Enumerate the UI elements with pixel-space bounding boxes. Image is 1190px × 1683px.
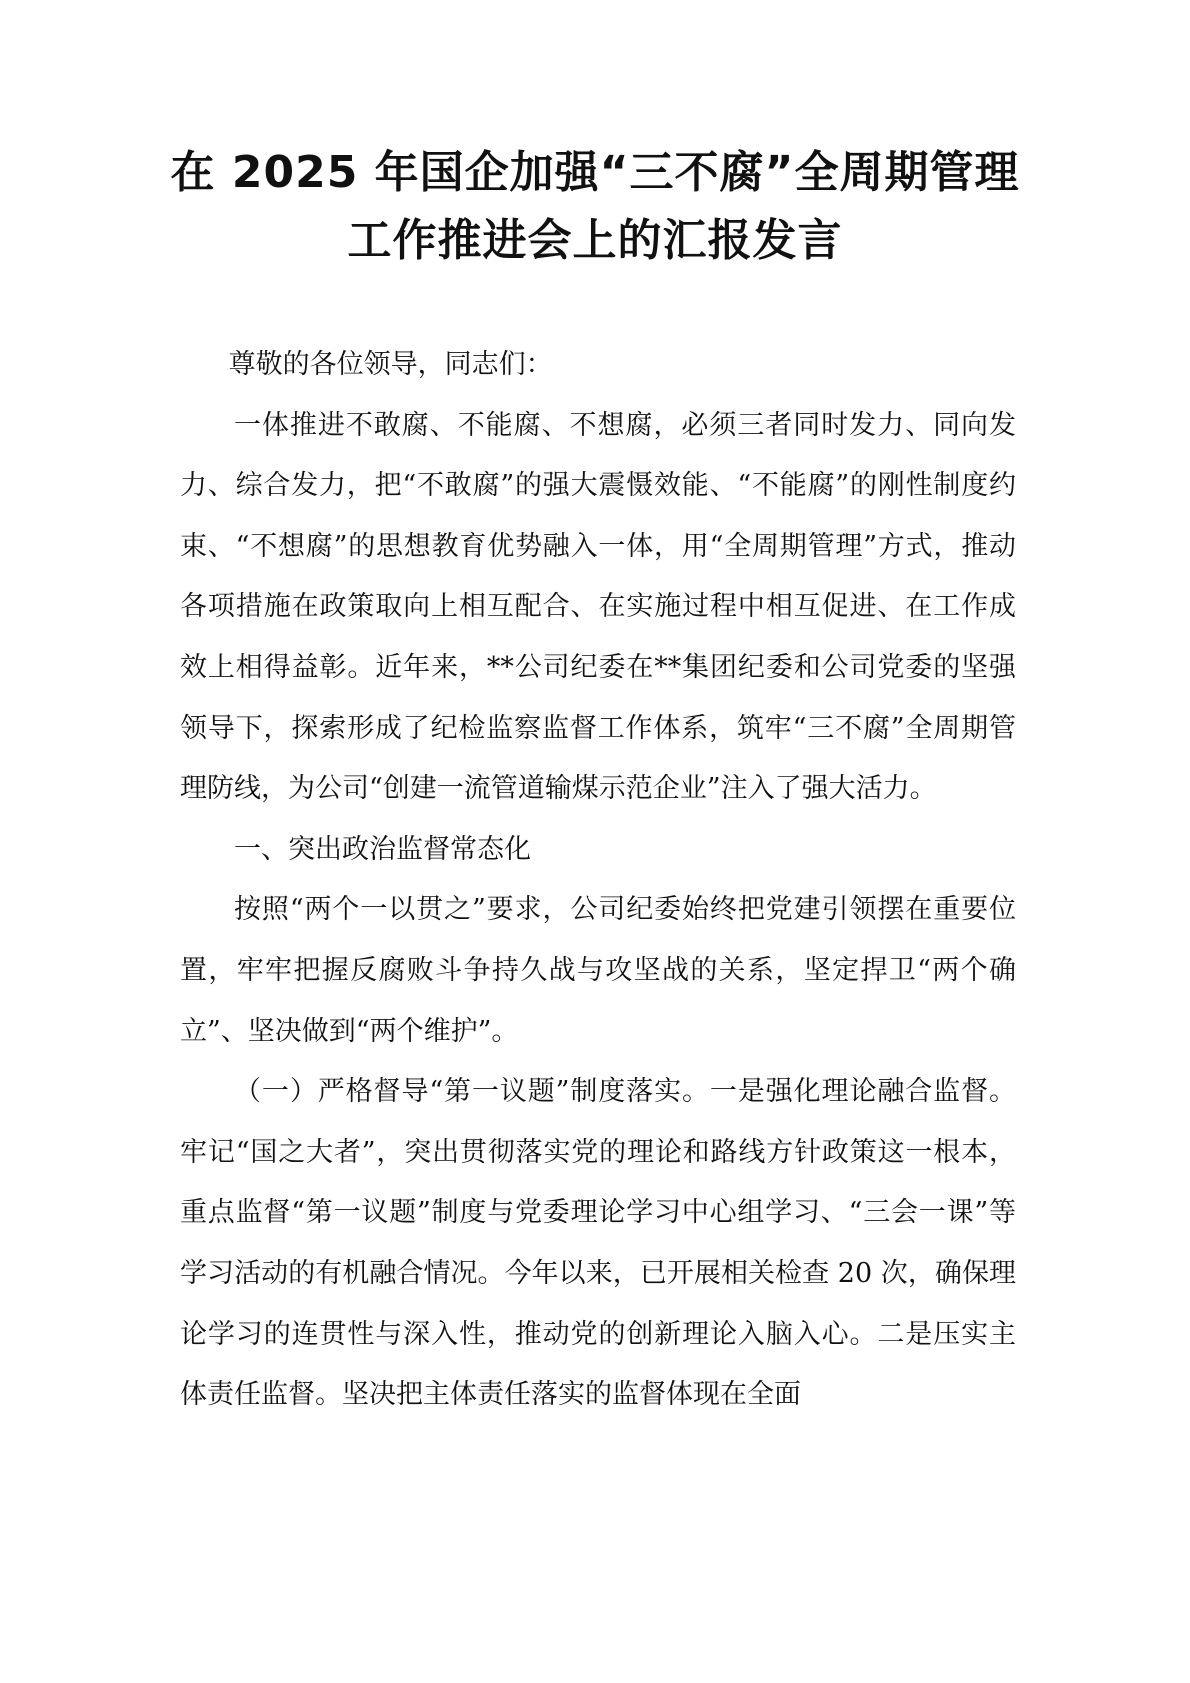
section-paragraph-1: 按照“两个一以贯之”要求，公司纪委始终把党建引领摆在重要位置，牢牢把握反腐败斗争持久战与攻坚战的关系，坚定捍卫“两个确立”、坚决做到“两个维护”。 xyxy=(180,894,1016,1047)
subsection-paragraph-1: （一）严格督导“第一议题”制度落实。一是强化理论融合监督。牢记“国之大者”，突出贯彻落实党的理论和路线方针政策这一根本，重点监督“第一议题”制度与党委理论学习中心组学习、“三会一课”等学习活动的有机融合情况。今年以来，已开展相关检查 20 次，确保理论学习的连贯性与深入性，推动党的创新理论入脑入心。二是压实主体责任监督。坚决把主体责任落实的监督体现在全面 xyxy=(180,1076,1016,1411)
section-heading-1: 一、突出政治监督常态化 xyxy=(234,833,531,865)
document-body xyxy=(180,335,1016,1426)
intro-paragraph: 一体推进不敢腐、不能腐、不想腐，必须三者同时发力、同向发力、综合发力，把“不敢腐”的强大震慑效能、“不能腐”的刚性制度约束、“不想腐”的思想教育优势融入一体，用“全周期管理”方式，推动各项措施在政策取向上相互配合、在实施过程中相互促进、在工作成效上相得益彰。近年来，**公司纪委在**集团纪委和公司党委的坚强领导下，探索形成了纪检监察监督工作体系，筑牢“三不腐”全周期管理防线，为公司“创建一流管道输煤示范企业”注入了强大活力。 xyxy=(180,409,1016,805)
document-title-line-1: 在 2025 年国企加强“三不腐”全周期管理 xyxy=(170,147,1020,198)
document-title-line-2: 工作推进会上的汇报发言 xyxy=(347,215,843,266)
salutation: 尊敬的各位领导，同志们： xyxy=(228,349,553,380)
